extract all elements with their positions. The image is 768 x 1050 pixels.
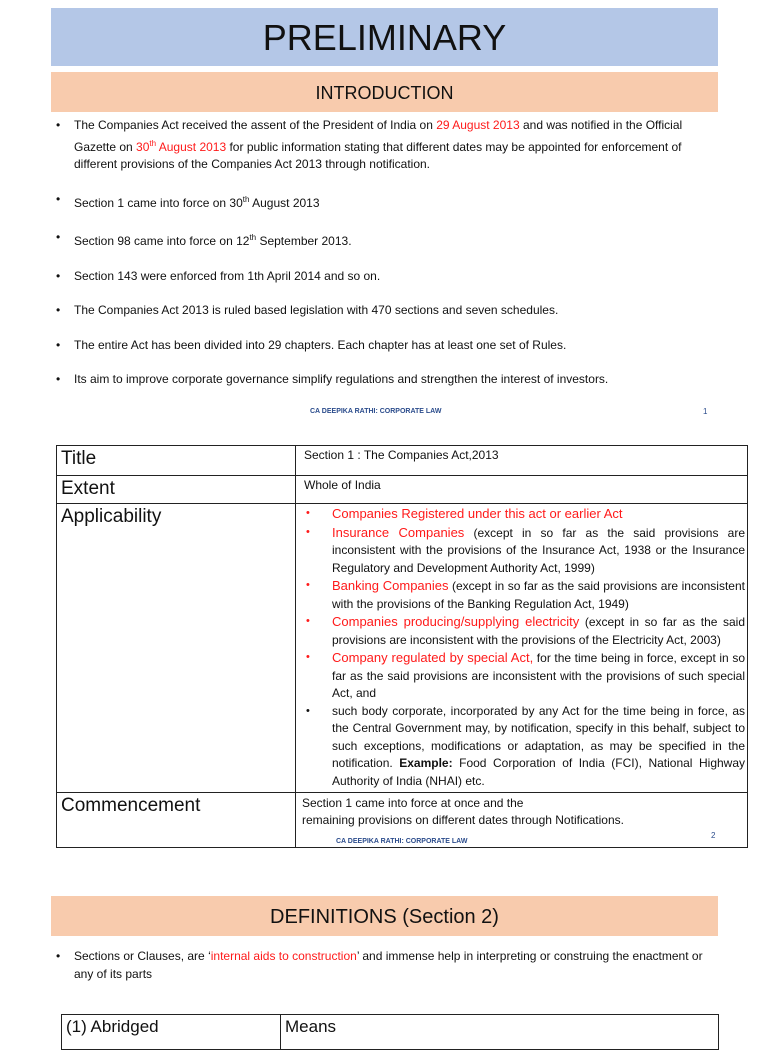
applicability-item: • such body corporate, incorporated by any Act for the time being in force, as the Central Government may, by notification, specify in this behalf, subject to such exceptions, modifications or adaptation, as may be specified in the notification. Example: Food Corporation of India (FCI), National Highway Authority of India (NHAI) etc. [312, 703, 745, 791]
commencement-label: Commencement [57, 793, 296, 848]
extent-value: Whole of India [296, 476, 748, 504]
introduction-banner [51, 72, 718, 112]
intro-bullet: • The entire Act has been divided into 29 chapters. Each chapter has at least one set of Rules. [56, 337, 716, 355]
intro-bullet: • Section 143 were enforced from 1th April 2014 and so on. [56, 268, 716, 286]
applicability-item: • Banking Companies (except in so far as the said provisions are inconsistent with the provisions of the Banking Regulation Act, 1949) [312, 577, 745, 613]
title-label: Title [57, 446, 296, 476]
page-number-2: 2 [711, 831, 716, 840]
applicability-list [312, 505, 745, 790]
applicability-item: • Company regulated by special Act, for the time being in force, except in so far as the said provisions are inconsistent with the provisions of such special Act, and [312, 649, 745, 703]
title-value: Section 1 : The Companies Act,2013 [296, 446, 748, 476]
table-row-commencement [57, 793, 748, 848]
commencement-value [296, 793, 748, 848]
section1-table [56, 445, 748, 848]
definitions-banner [51, 896, 718, 936]
commencement-line-2: remaining provisions on different dates through Notifications. [302, 813, 624, 827]
applicability-item: • Insurance Companies (except in so far as the said provisions are inconsistent with the provisions of the Insurance Act, 1938 or the Insurance Regulatory and Development Authority Act, 1999) [312, 524, 745, 578]
intro-bullet: • Its aim to improve corporate governance simplify regulations and strengthen the interest of investors. [56, 371, 716, 389]
page-number-1: 1 [703, 407, 708, 416]
applicability-value [296, 504, 748, 793]
table-row-abridged [62, 1015, 719, 1050]
slide-footer-1: CA DEEPIKA RATHI: CORPORATE LAW [310, 408, 442, 415]
applicability-label: Applicability [57, 504, 296, 793]
commencement-line-1: Section 1 came into force at once and the [302, 796, 524, 810]
definitions-table [61, 1014, 719, 1050]
extent-label: Extent [57, 476, 296, 504]
definitions-heading: DEFINITIONS (Section 2) [270, 906, 499, 928]
intro-bullet: • Section 98 came into force on 12th September 2013. [56, 229, 716, 251]
intro-bullet: • The Companies Act received the assent of the President of India on 29 August 2013 and was notified in the Official Gazette on 30th August 2013 for public information stating that different dates may be appointed for enforcement of different provisions of the Companies Act 2013 through notification. [56, 117, 716, 174]
table-row-applicability [57, 504, 748, 793]
intro-bullet: • The Companies Act 2013 is ruled based legislation with 470 sections and seven schedules. [56, 302, 716, 320]
table-row-title [57, 446, 748, 476]
slide-footer-2: CA DEEPIKA RATHI: CORPORATE LAW [336, 838, 468, 845]
applicability-item: • Companies Registered under this act or earlier Act [312, 505, 745, 524]
internal-aids-highlight: internal aids to construction [210, 949, 357, 963]
table-row-extent [57, 476, 748, 504]
page-title: PRELIMINARY [262, 17, 507, 58]
abridged-value: Means [281, 1015, 719, 1050]
page-title-banner [51, 8, 718, 66]
introduction-bullet-list [56, 117, 716, 389]
definitions-bullet-list [56, 948, 716, 983]
introduction-heading: INTRODUCTION [315, 83, 454, 103]
definitions-bullet: • Sections or Clauses, are ‘internal aids to construction’ and immense help in interpreting or construing the enactment or any of its parts [56, 948, 716, 983]
applicability-item: • Companies producing/supplying electricity (except in so far as the said provisions are inconsistent with the provisions of the Electricity Act, 2003) [312, 613, 745, 649]
abridged-label: (1) Abridged [62, 1015, 281, 1050]
intro-bullet: • Section 1 came into force on 30th August 2013 [56, 191, 716, 213]
